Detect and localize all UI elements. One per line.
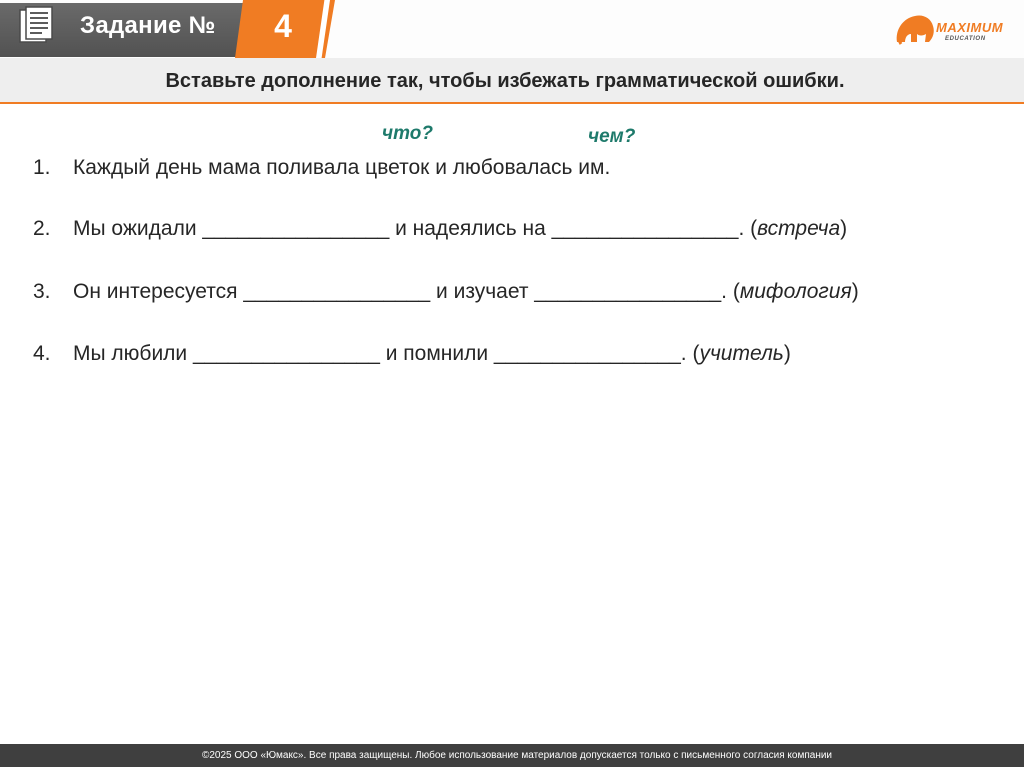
instruction-bar xyxy=(0,58,1024,104)
logo-wordmark: MAXIMUM xyxy=(936,20,1004,35)
document-icon xyxy=(14,6,60,46)
hint-what: что? xyxy=(382,123,433,144)
copyright-text: ©2025 ООО «Юмакс». Все права защищены. Любое использование материалов допускается только с письменного согласия компании xyxy=(201,750,833,761)
instruction-text: Вставьте дополнение так, чтобы избежать грамматической ошибки. xyxy=(165,70,845,92)
item-hint-word: учитель xyxy=(699,342,784,365)
logo-subtitle: EDUCATION xyxy=(945,36,986,42)
task-number: 4 xyxy=(274,8,292,44)
item-hint-word: мифология xyxy=(739,280,852,303)
item-text: Мы любили ________________ и помнили ________________. ( xyxy=(73,342,700,365)
item-text: Мы ожидали ________________ и надеялись на ________________. ( xyxy=(73,217,758,240)
header-bar xyxy=(0,0,1024,58)
item-number: 2. xyxy=(33,217,51,240)
item-number: 1. xyxy=(33,156,51,179)
hint-whom: чем? xyxy=(588,126,636,147)
exercise-item-4: 4. Мы любили ________________ и помнили ________________. (учитель) xyxy=(33,342,791,365)
item-number: 4. xyxy=(33,342,51,365)
task-label: Задание № xyxy=(80,12,216,39)
item-text: Он интересуется ________________ и изучает ________________. ( xyxy=(73,280,740,303)
exercise-item-1 xyxy=(33,156,610,180)
item-hint-word: встреча xyxy=(757,217,841,240)
item-number: 3. xyxy=(33,280,51,303)
exercise-item-3: 3. Он интересуется ________________ и изучает ________________. (мифология) xyxy=(33,280,859,303)
footer-bar xyxy=(0,744,1024,767)
exercise-item-2: 2. Мы ожидали ________________ и надеялись на ________________. (встреча) xyxy=(33,217,848,240)
item-text: Каждый день мама поливала цветок и любовалась им. xyxy=(73,156,611,179)
